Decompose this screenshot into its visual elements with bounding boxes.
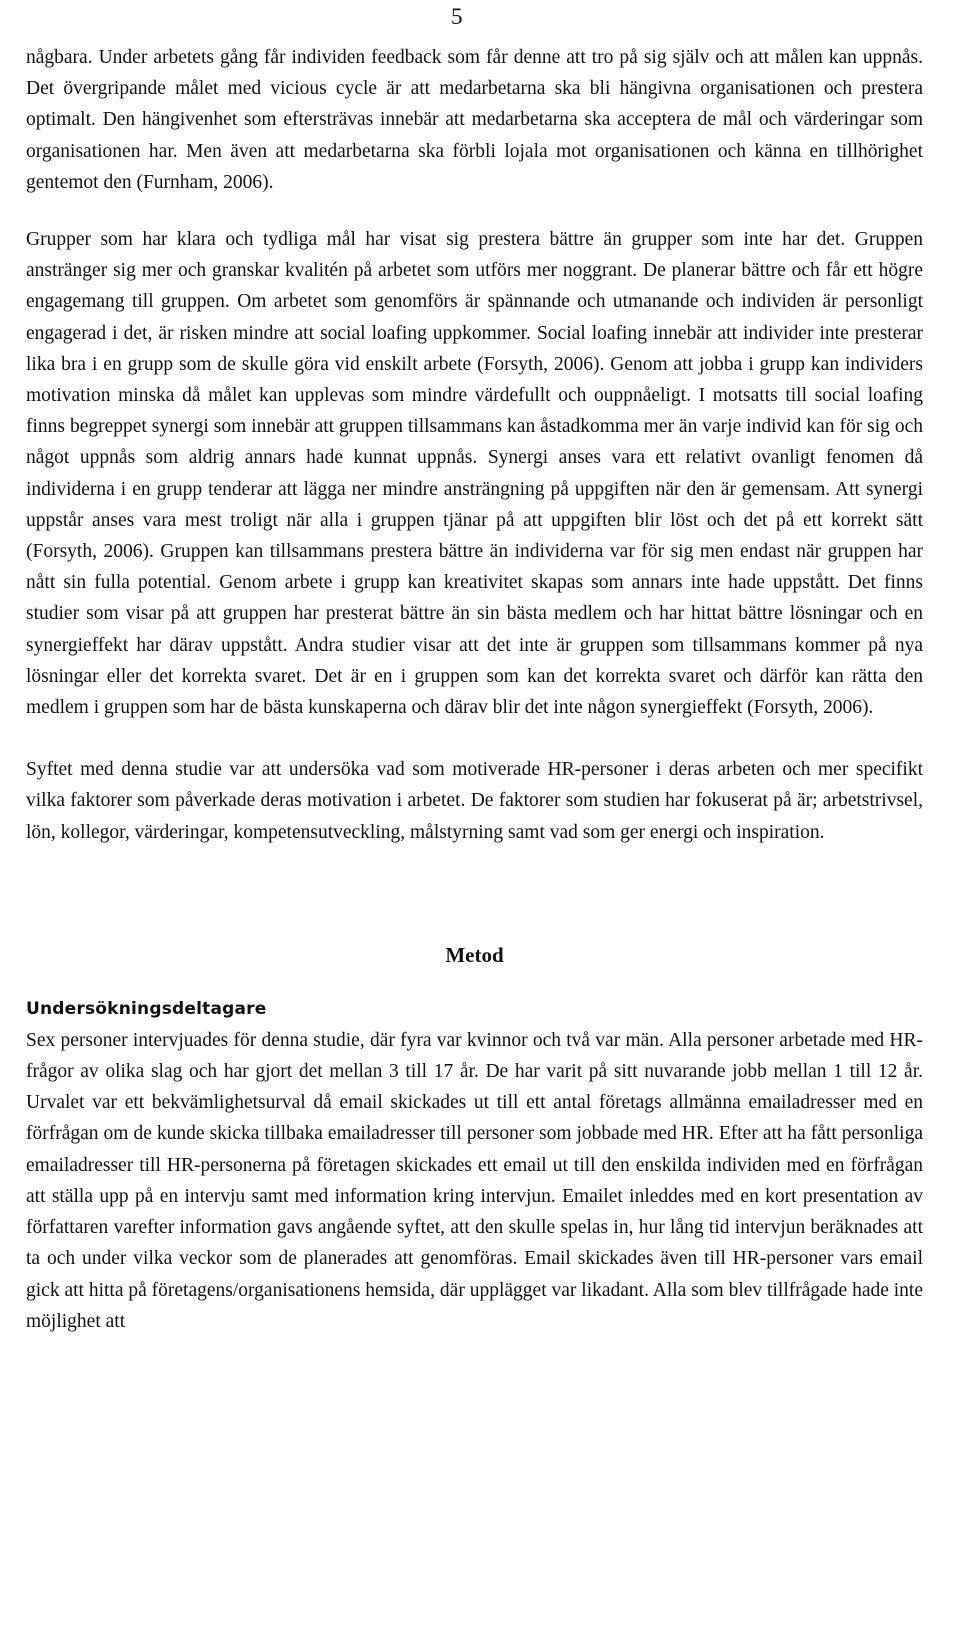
- paragraph-purpose: Syftet med denna studie var att undersöka vad som motiverade HR-personer i deras arbeten och mer specifikt vilka faktorer som påverkade deras motivation i arbetet. De faktorer som studien har fokuserat på är; arbetstrivsel, lön, kollegor, värderingar, kompetensutveckling, målstyrning samt vad som ger energi och inspiration.: [26, 759, 923, 843]
- subsection-title-participants: Undersökningsdeltagare: [26, 998, 267, 1019]
- paragraph-feedback: någbara. Under arbetets gång får individen feedback som får denne att tro på sig själv och att målen kan uppnås. Det övergripande målet med vicious cycle är att medarbetarna ska bli hängivna organisationen och prestera optimalt. Den hängivenhet som eftersträvas innebär att medarbetarna ska acceptera de mål och värderingar som organisationen har. Men även att medarbetarna ska förbli lojala mot organisationen och känna en tillhörighet gentemot den (Furnham, 2006).: [26, 47, 923, 193]
- section-title-method: Metod: [445, 942, 504, 967]
- page-number: 5: [451, 4, 463, 29]
- paragraph-participants: Sex personer intervjuades för denna studie, där fyra var kvinnor och två var män. Alla personer arbetade med HR-frågor av olika slag och har gjort det mellan 3 till 17 år. De har varit på sitt nuvarande jobb mellan 1 till 12 år. Urvalet var ett bekvämlighetsurval då email skickades ut till ett antal företags allmänna emailadresser med en förfrågan om de kunde skicka tillbaka emailadresser till personer som jobbade med HR. Efter att ha fått personliga emailadresser till HR-personerna på företagen skickades ett email ut till den enskilda individen med en förfrågan att ställa upp på en intervju samt med information kring intervjun. Emailet inleddes med en kort presentation av författaren varefter information gavs angående syftet, att den skulle spelas in, hur lång tid intervjun beräknades att ta och under vilka veckor som de planerades att genomföras. Email skickades även till HR-personer vars email gick att hitta på företagens/organisationens hemsida, där upplägget var likadant. Alla som blev tillfrågade hade inte möjlighet att: [26, 1029, 923, 1332]
- paragraph-groups: Grupper som har klara och tydliga mål har visat sig prestera bättre än grupper som inte har det. Gruppen anstränger sig mer och granskar kvalitén på arbetet som utförs mer noggrant. De planerar bättre och får ett högre engagemang till gruppen. Om arbetet som genomförs är spännande och utmanande och individen är personligt engagerad i det, är risken mindre att social loafing uppkommer. Social loafing innebär att individer inte presterar lika bra i en grupp som de skulle göra vid enskilt arbete (Forsyth, 2006). Genom att jobba i grupp kan individers motivation minska då målet kan upplevas som mindre värdefullt och ouppnåeligt. I motsatts till social loafing finns begreppet synergi som innebär att gruppen tillsammans kan åstadkomma mer än varje individ kan för sig och något uppnås som aldrig annars hade kunnat uppnås. Synergi anses vara ett relativt ovanligt fenomen då individerna i en grupp tenderar att lägga ner mindre ansträngning på uppgiften när den är gemensam. Att synergi uppstår anses vara mest troligt när alla i gruppen tjänar på att uppgiften blir löst och det på ett korrekt sätt (Forsyth, 2006). Gruppen kan tillsammans prestera bättre än individerna var för sig men endast när gruppen har nått sin fulla potential. Genom arbete i grupp kan kreativitet skapas som annars inte hade uppstått. Det finns studier som visar på att gruppen har presterat bättre än sin bästa medlem och har hittat bättre lösningar och en synergieffekt har därav uppstått. Andra studier visar att det inte är gruppen som tillsammans kommer på nya lösningar eller det korrekta svaret. Det är en i gruppen som kan det korrekta svaret och därför kan rätta den medlem i gruppen som har de bästa kunskaperna och därav blir det inte någon synergieffekt (Forsyth, 2006).: [26, 229, 923, 719]
- document-body: [26, 42, 923, 1337]
